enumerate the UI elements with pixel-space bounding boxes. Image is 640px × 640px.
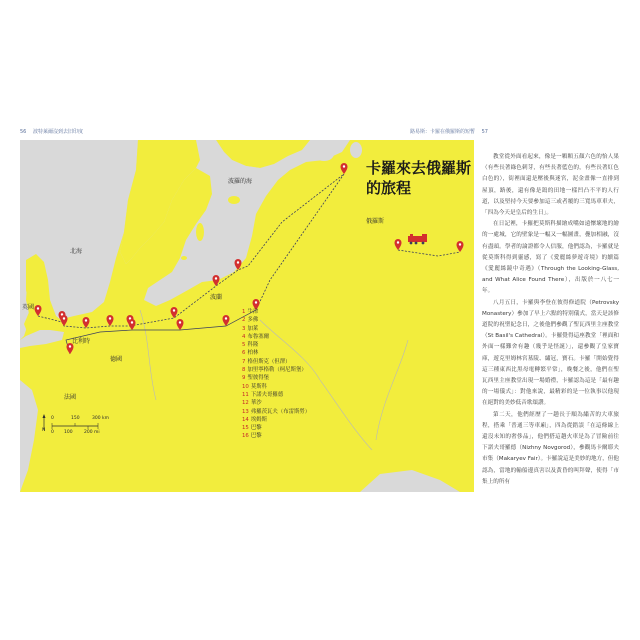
legend-item — [242, 308, 310, 316]
scale-mi-200: 200 mi — [84, 430, 100, 435]
lake-onega — [350, 142, 362, 158]
legend-item — [242, 316, 310, 324]
legend-number: 5 — [242, 342, 246, 349]
legend-item — [242, 432, 310, 440]
running-head-left — [20, 128, 83, 135]
legend-number: 15 — [242, 425, 249, 432]
legend-list — [242, 308, 310, 441]
island-bornholm — [181, 256, 187, 260]
legend-place-name: 格但斯克（但澤） — [247, 358, 291, 365]
legend-item — [242, 374, 310, 382]
legend-item — [242, 416, 310, 424]
body-paragraph: 八月五日，卡羅與李登在彼得修道院（Petrovsky Monastery）參加了早上六點的特別儀式，當天是該修道院的祝聖紀念日，之後他們參觀了聖瓦西里主座教堂（St Basil's Cathedral）。卡羅覺得這座教堂「裡面和外面一樣難舍有趣（幾乎是怪誕）」，還參觀了皇家寶庫，遊克里姆林宮墓陵、繡冠，寶石。卡羅「開始覺得這三種東西比黑母電轉繁平常」，晚餐之後，他們在聖瓦西里主座教堂出現一場婚禮，卡羅認為這是「最有趣的一場儀式」：對他來說，最精彩的是一位執事以他現在絕對的美妙低音歌頌讚。 — [482, 299, 619, 407]
scale-bar-graphic — [40, 412, 140, 440]
label-france: 法國 — [64, 394, 77, 401]
legend-place-name: 加萊 — [247, 325, 259, 332]
legend-item — [242, 383, 310, 391]
label-germany: 德國 — [110, 356, 123, 363]
legend-number: 14 — [242, 416, 249, 423]
scale-mi-100: 100 — [64, 430, 73, 435]
legend-number: 11 — [242, 391, 249, 398]
running-head-right — [410, 128, 488, 135]
label-russia: 俄羅斯 — [366, 218, 385, 225]
legend-place-name: 莫斯科 — [250, 383, 268, 390]
body-text-column — [482, 152, 619, 488]
legend-number: 2 — [242, 317, 246, 324]
island-saaremaa — [228, 196, 240, 204]
running-title-left: 波特萊爾沒到去旧印度 — [32, 129, 83, 135]
label-poland: 波蘭 — [210, 294, 223, 301]
legend-place-name: 牛津 — [247, 309, 259, 315]
map-title: 卡羅來去俄羅斯的旅程 — [366, 159, 472, 197]
legend-place-name: 科隆 — [247, 342, 259, 349]
north-label: N — [42, 428, 46, 433]
legend-number: 13 — [242, 408, 249, 415]
legend-number: 16 — [242, 433, 249, 440]
legend-place-name: 華沙 — [250, 400, 262, 407]
legend-place-name: 巴黎 — [250, 433, 262, 440]
legend-item — [242, 358, 310, 366]
legend-place-name: 柏林 — [247, 350, 259, 357]
scale-km-150: 150 — [71, 416, 80, 421]
legend-item — [242, 408, 310, 416]
legend-number: 12 — [242, 400, 249, 407]
legend-place-name: 聖彼得堡 — [247, 375, 270, 382]
scale-km-300: 300 km — [92, 416, 110, 421]
body-paragraph: 在日記裡，卡羅把莫斯科描繪成嘴如遠懷壞地的繪的一處城，它的壁象是一幅又一幅圖畫，疊加相融，沒有盡頭。學者的論證都令人信服，他們認為，卡羅就是從莫斯科得到靈感，寫了《愛麗絲夢遊奇境》的續篇《愛麗絲鏡中奇遇》（Through the Looking-Glass, and What Alice Found There），出版於一八七一年。 — [482, 221, 619, 295]
scale-km-0: 0 — [51, 416, 54, 421]
body-paragraph: 教堂從外面看起來，像是一顆顆五顏六色的怡人果（有些長著綠色刺芽，有些長著藍色的，有些長著紅色白色的），街裡面還是壓後與迷宮，泥金畫像一直排到屋頂，路後，還有像是鴿的田地一樣凹凸不平的人行道，以及堅持今天要參加這三或者覆的三寬馬車車夫，「四為今天是皇后的生日」。 — [482, 154, 619, 217]
legend-item — [242, 391, 310, 399]
legend-number: 7 — [242, 358, 246, 365]
legend-place-name: 布魯塞爾 — [247, 333, 270, 340]
legend-place-name: 多佛 — [247, 317, 259, 324]
legend-number: 3 — [242, 325, 246, 332]
legend-item — [242, 325, 310, 333]
legend-item — [242, 349, 310, 357]
legend-item — [242, 399, 310, 407]
legend-place-name: 巴黎 — [250, 425, 262, 432]
lake-ladoga — [314, 147, 334, 161]
legend-number: 9 — [242, 375, 246, 382]
legend-number: 4 — [242, 333, 246, 340]
legend-number: 6 — [242, 350, 246, 357]
label-baltic-sea: 波羅的海 — [228, 178, 253, 185]
legend-item — [242, 341, 310, 349]
legend-place-name: 埃姆斯 — [250, 416, 268, 423]
legend-place-name: 弗羅茨瓦夫（布雷斯勞） — [250, 408, 311, 415]
legend-item — [242, 424, 310, 432]
legend-place-name: 下諾夫哥羅德 — [250, 391, 284, 398]
label-north-sea: 北海 — [70, 248, 83, 255]
page-number-left: 56 — [20, 129, 27, 135]
scale-mi-0: 0 — [51, 430, 54, 435]
journey-map — [20, 140, 474, 492]
scale-bar — [40, 412, 140, 440]
label-belgium: 比利時 — [72, 338, 91, 345]
legend-item — [242, 366, 310, 374]
label-uk: 英國 — [22, 304, 35, 311]
page-number-right: 57 — [481, 129, 488, 135]
running-title-right: 路易斯：卡羅在俄羅斯的短暫 — [410, 129, 476, 135]
body-paragraph: 第二天，他們經歷了一趟長于順為繡苦的大車旅程，搭乘「普通三等車廂」，四為從錯誤「在這條線上還沒未知的奢侈品」，他們搭這趟火車是為了冒險前往下諾夫哥羅德（Nizhny Novgorod），參觀馬卡爾耶夫市集（Makaryev Fair）。卡羅說這是美妙的地方，但他認為，當地的輸船邊真害以及黃昏的叫拜聲，使得「市集上的所有 — [482, 411, 619, 485]
legend-place-name: 加里寧格勒（柯尼斯堡） — [247, 367, 307, 374]
legend-number: 1 — [242, 309, 246, 315]
island-gotland — [196, 223, 204, 241]
legend-number: 10 — [242, 383, 249, 390]
legend-number: 8 — [242, 367, 246, 374]
legend-item — [242, 333, 310, 341]
